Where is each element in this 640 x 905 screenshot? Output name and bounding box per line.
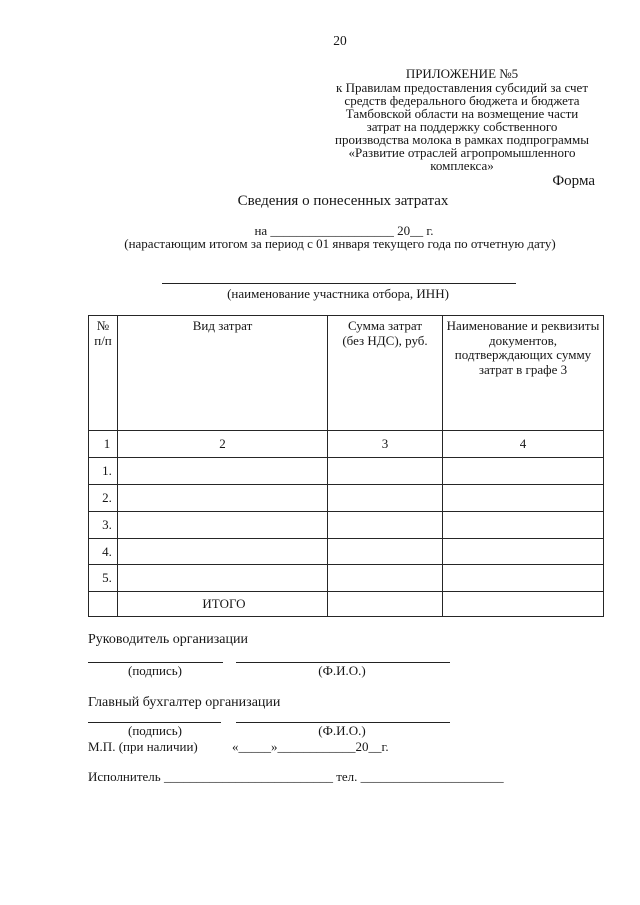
table-header-row bbox=[89, 316, 604, 431]
header-line: п/п bbox=[94, 332, 112, 348]
documents-cell bbox=[443, 485, 604, 512]
participant-name-line bbox=[162, 283, 516, 284]
column-number: 3 bbox=[328, 431, 443, 458]
appendix-header bbox=[310, 66, 614, 172]
amount-cell bbox=[328, 458, 443, 485]
appendix-title: ПРИЛОЖЕНИЕ №5 bbox=[405, 66, 519, 81]
row-number: 5. bbox=[89, 565, 118, 592]
appendix-line: затрат на поддержку собственного bbox=[366, 119, 558, 134]
documents-cell bbox=[443, 458, 604, 485]
cost-table bbox=[88, 315, 604, 617]
appendix-line: Тамбовской области на возмещение части bbox=[345, 106, 579, 121]
appendix-line: средств федерального бюджета и бюджета bbox=[344, 93, 580, 108]
total-label: ИТОГО bbox=[118, 592, 328, 617]
total-row bbox=[89, 592, 604, 617]
participant-caption: (наименование участника отбора, ИНН) bbox=[227, 286, 449, 301]
head-signature-label: Руководитель организации bbox=[88, 632, 248, 647]
cost-type-cell bbox=[118, 539, 328, 565]
header-line: Сумма затрат bbox=[347, 318, 423, 333]
document-title: Сведения о понесенных затратах bbox=[237, 193, 449, 209]
table-row bbox=[89, 485, 604, 512]
column-number: 4 bbox=[443, 431, 604, 458]
amount-cell bbox=[328, 539, 443, 565]
header-documents bbox=[443, 316, 604, 431]
total-documents-cell bbox=[443, 592, 604, 617]
executor-line: Исполнитель __________________________ тел. ______________________ bbox=[88, 769, 504, 784]
appendix-line: к Правилам предоставления субсидий за счет bbox=[336, 80, 588, 95]
documents-cell bbox=[443, 539, 604, 565]
documents-cell bbox=[443, 565, 604, 592]
amount-cell bbox=[328, 485, 443, 512]
name-caption: (Ф.И.О.) bbox=[318, 663, 366, 678]
header-line: № bbox=[96, 318, 110, 333]
total-amount-cell bbox=[328, 592, 443, 617]
name-caption: (Ф.И.О.) bbox=[318, 723, 366, 738]
page-number: 20 bbox=[333, 33, 347, 48]
row-number: 4. bbox=[89, 539, 118, 565]
appendix-line: комплекса» bbox=[430, 158, 494, 173]
row-number: 1. bbox=[89, 458, 118, 485]
cost-type-cell bbox=[118, 485, 328, 512]
column-number-row bbox=[89, 431, 604, 458]
table-row bbox=[89, 539, 604, 565]
signature-date-blank: «_____»____________20__г. bbox=[232, 739, 389, 754]
header-cost-type bbox=[118, 316, 328, 431]
column-number: 1 bbox=[89, 431, 118, 458]
header-line: документов, bbox=[489, 332, 557, 348]
signature-caption: (подпись) bbox=[128, 663, 182, 678]
cost-type-cell bbox=[118, 458, 328, 485]
seal-label: М.П. (при наличии) bbox=[88, 739, 198, 754]
header-line: (без НДС), руб. bbox=[342, 332, 428, 348]
documents-cell bbox=[443, 512, 604, 539]
amount-cell bbox=[328, 512, 443, 539]
total-num-cell bbox=[89, 592, 118, 617]
appendix-line: производства молока в рамках подпрограммы bbox=[335, 132, 589, 147]
row-number: 3. bbox=[89, 512, 118, 539]
signature-caption: (подпись) bbox=[128, 723, 182, 738]
table-row bbox=[89, 458, 604, 485]
table-row bbox=[89, 512, 604, 539]
header-line: Вид затрат bbox=[192, 318, 253, 333]
accountant-signature-label: Главный бухгалтер организации bbox=[88, 695, 281, 710]
amount-cell bbox=[328, 565, 443, 592]
header-line: Наименование и реквизиты bbox=[446, 318, 600, 333]
report-date-line: на ___________________ 20__ г. bbox=[254, 223, 434, 238]
form-label: Форма bbox=[552, 173, 595, 189]
period-note: (нарастающим итогом за период с 01 января текущего года по отчетную дату) bbox=[124, 236, 556, 251]
header-line: подтверждающих сумму bbox=[454, 347, 592, 362]
row-number: 2. bbox=[89, 485, 118, 512]
cost-type-cell bbox=[118, 512, 328, 539]
table-row bbox=[89, 565, 604, 592]
cost-type-cell bbox=[118, 565, 328, 592]
header-amount bbox=[328, 316, 443, 431]
column-number: 2 bbox=[118, 431, 328, 458]
appendix-line: «Развитие отраслей агропромышленного bbox=[348, 145, 576, 160]
header-line: затрат в графе 3 bbox=[478, 361, 568, 377]
header-num bbox=[89, 316, 118, 431]
